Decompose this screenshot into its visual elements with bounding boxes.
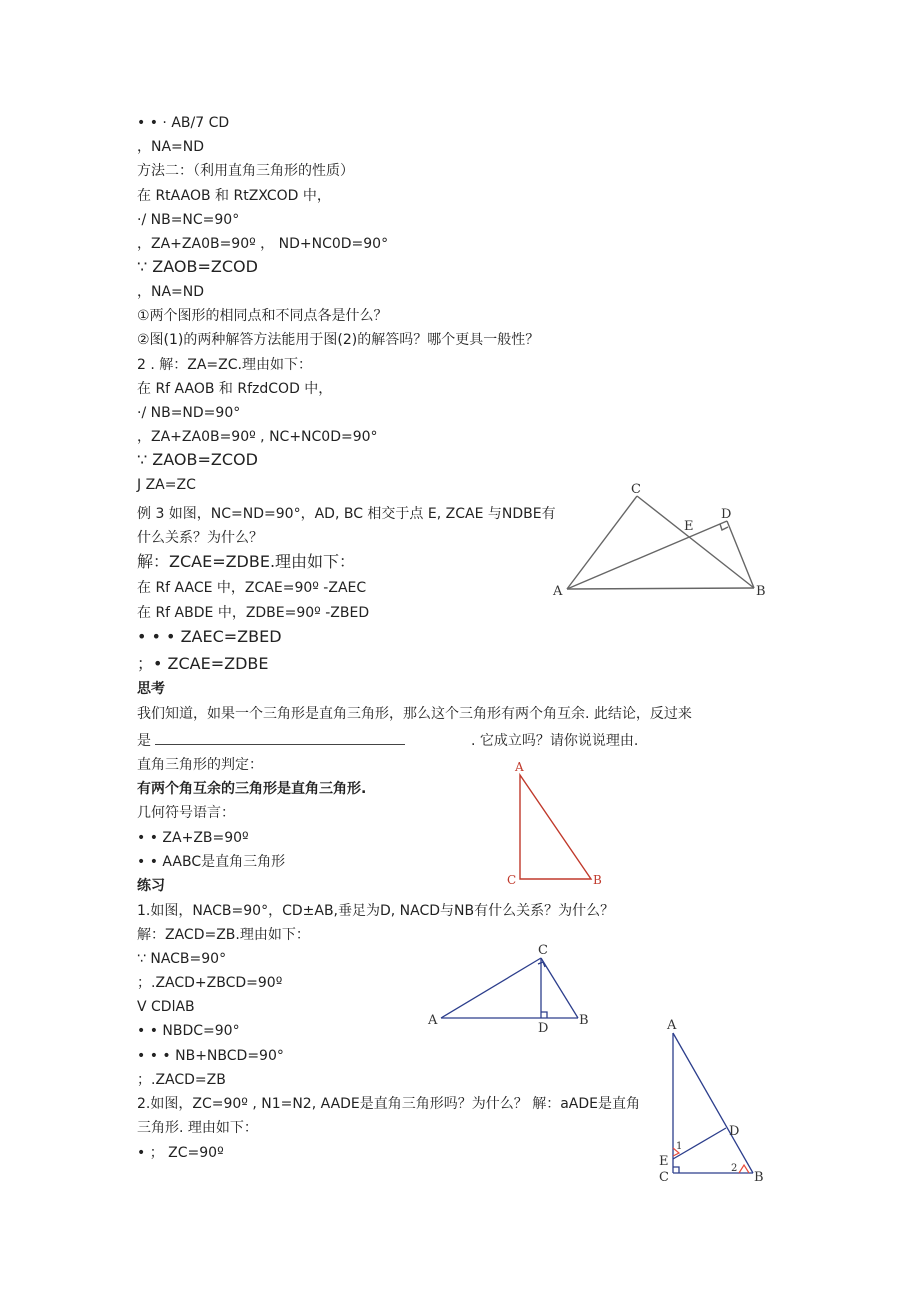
text-line: • • • NB+NBCD=90° <box>137 1048 284 1064</box>
figure-example-3 <box>545 478 775 603</box>
label-e: E <box>659 1154 669 1169</box>
text-line: ·/ NB=NC=90° <box>137 212 240 228</box>
text-line: ∵ ZAOB=ZCOD <box>137 257 258 276</box>
label-d: D <box>729 1124 740 1139</box>
text-line: 在 Rf AACE 中，ZCAE=90º -ZAEC <box>137 580 367 596</box>
text-line: ∵ NACB=90° <box>137 951 227 967</box>
text-line: ，NA=ND <box>137 139 205 155</box>
text-line: • • NBDC=90° <box>137 1023 240 1039</box>
text-line: • • • ZAEC=ZBED <box>137 627 282 646</box>
text-line: • ； ZC=90º <box>137 1145 224 1161</box>
label-d: D <box>721 507 732 522</box>
text-line: 我们知道，如果一个三角形是直角三角形，那么这个三角形有两个角互余. 此结论，反过来 <box>137 706 692 722</box>
text-line: ；• ZCAE=ZDBE <box>137 654 269 673</box>
label-b: B <box>593 873 602 887</box>
think-prefix: 是 <box>137 733 151 749</box>
example-3-statement: 例 3 如图，NC=ND=90°，AD, BC 相交于点 E, ZCAE 与NDBE有 <box>137 506 556 522</box>
label-a: A <box>667 1018 677 1033</box>
label-c: C <box>631 482 641 497</box>
figure-right-triangle <box>505 758 605 888</box>
question-1: ①两个图形的相同点和不同点各是什么？ <box>137 308 388 324</box>
text-line: ，NA=ND <box>137 284 205 300</box>
section-heading-think: 思考 <box>137 681 165 697</box>
think-suffix: . 它成立吗？请你说说理由. <box>471 733 639 749</box>
text-line: 直角三角形的判定： <box>137 757 263 773</box>
text-line: ，ZA+ZA0B=90º , NC+NC0D=90° <box>137 429 378 445</box>
text-line: • • ZA+ZB=90º <box>137 830 249 846</box>
label-b: B <box>754 1170 764 1185</box>
theorem-statement: 有两个角互余的三角形是直角三角形. <box>137 781 367 797</box>
text-line: ·/ NB=ND=90° <box>137 405 241 421</box>
text-line: 在 Rf ABDE 中，ZDBE=90º -ZBED <box>137 605 370 621</box>
label-a: A <box>428 1013 438 1028</box>
label-e: E <box>684 519 694 534</box>
segment-ac <box>441 958 541 1018</box>
think-line <box>137 730 638 751</box>
triangle-abc <box>520 775 591 879</box>
label-angle-1: 1 <box>676 1141 683 1152</box>
text-line: V CDlAB <box>137 999 195 1015</box>
text-line: 在 Rf AAOB 和 RfzdCOD 中， <box>137 381 333 397</box>
text-line: ∵ ZAOB=ZCOD <box>137 450 258 469</box>
right-angle-mark-d <box>541 1012 547 1018</box>
text-line: 什么关系？为什么？ <box>137 530 263 546</box>
label-b: B <box>579 1013 589 1028</box>
exercise-1: 1.如图，NACB=90°，CD±AB,垂足为D, NACD与NB有什么关系？为什么？ <box>137 903 615 919</box>
text-line: 在 RtAAOB 和 RtZXCOD 中， <box>137 188 331 204</box>
label-c: C <box>538 943 548 958</box>
segment-ac <box>567 496 637 589</box>
text-line: 解：ZCAE=ZDBE.理由如下： <box>137 552 356 571</box>
figure-exercise-2 <box>655 1015 770 1185</box>
label-b: B <box>756 584 766 599</box>
text-line: ；.ZACD=ZB <box>137 1072 226 1088</box>
segment-cb <box>637 496 754 588</box>
label-d: D <box>538 1021 549 1036</box>
right-angle-mark-c <box>673 1167 679 1173</box>
question-2: ②图(1)的两种解答方法能用于图(2)的解答吗？哪个更具一般性？ <box>137 332 540 348</box>
text-line: 2 . 解：ZA=ZC.理由如下： <box>137 357 312 373</box>
segment-cb <box>541 958 578 1018</box>
right-angle-mark-d <box>720 524 728 530</box>
text-line: • • AABC是直角三角形 <box>137 854 286 870</box>
text-line: ，ZA+ZA0B=90º ， ND+NC0D=90° <box>137 236 389 252</box>
segment-ad <box>567 521 727 589</box>
text-line: 解：ZACD=ZB.理由如下： <box>137 927 310 943</box>
label-c: C <box>659 1170 669 1185</box>
text-line: 几何符号语言： <box>137 805 235 821</box>
exercise-2: 2.如图，ZC=90º , N1=N2, AADE是直角三角形吗？为什么？ 解：aADE是直角 <box>137 1096 641 1112</box>
figure-exercise-1 <box>428 940 598 1035</box>
text-line: 三角形. 理由如下： <box>137 1120 258 1136</box>
segment-ab <box>567 588 754 589</box>
label-a: A <box>553 584 563 599</box>
label-angle-2: 2 <box>731 1163 738 1174</box>
text-line: ；.ZACD+ZBCD=90º <box>137 975 283 991</box>
text-line: J ZA=ZC <box>137 477 196 493</box>
label-a: A <box>515 760 524 774</box>
text-line: • • · AB/7 CD <box>137 115 230 131</box>
section-heading-practice: 练习 <box>137 878 165 894</box>
angle-2-mark <box>739 1165 749 1173</box>
text-line: 方法二：（利用直角三角形的性质） <box>137 163 354 179</box>
answer-blank[interactable] <box>155 730 405 745</box>
label-c: C <box>507 873 517 887</box>
